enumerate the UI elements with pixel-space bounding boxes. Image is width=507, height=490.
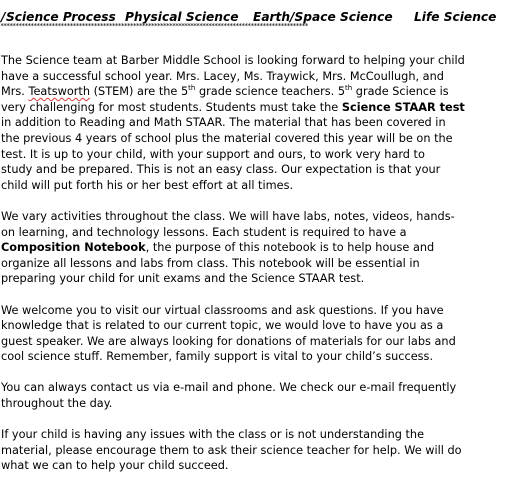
text-line: study and be prepared. This is not an easy class. Our expectation is that your bbox=[1, 163, 441, 177]
paragraph-activities bbox=[1, 209, 505, 287]
text-line: knowledge that is related to our current topic, we would love to have you as a bbox=[1, 319, 444, 333]
text-line: If your child is having any issues with the class or is not understanding the bbox=[1, 428, 425, 442]
paragraph-intro bbox=[1, 53, 505, 193]
text-line: cool science stuff. Remember, family support is vital to your child’s success. bbox=[1, 350, 434, 364]
paragraph-contact bbox=[1, 380, 505, 411]
text-line: You can always contact us via e-mail and phone. We check our e-mail frequently bbox=[1, 381, 457, 395]
text-line: preparing your child for unit exams and the Science STAAR test. bbox=[1, 272, 365, 286]
text-line: have a successful school year. Mrs. Lacey, Ms. Traywick, Mrs. McCoullugh, and bbox=[1, 69, 444, 83]
topic-life-science: Life Science bbox=[414, 10, 497, 24]
text-line: The Science team at Barber Middle School is looking forward to helping your child bbox=[1, 54, 465, 67]
text-line: We welcome you to visit our virtual classrooms and ask questions. If you have bbox=[1, 303, 444, 317]
topic-physical-science: Physical Science bbox=[125, 10, 239, 24]
text-line: what we can to help your child succeed. bbox=[1, 459, 229, 473]
paragraph-help bbox=[1, 427, 505, 474]
header-separator: ****************************************************************************************************** bbox=[0, 22, 308, 30]
text-line: child will put forth his or her best effort at all times. bbox=[1, 178, 294, 192]
paragraph-welcome bbox=[1, 303, 505, 365]
topic-science-process: Science Process bbox=[6, 10, 116, 24]
text-line: throughout the day. bbox=[1, 397, 113, 411]
text-line: Mrs. Teatsworth (STEM) are the 5th grade science teachers. 5th grade Science is bbox=[1, 84, 449, 99]
text-line: guest speaker. We are always looking for donations of materials for our labs and bbox=[1, 334, 456, 348]
letter-body bbox=[1, 53, 505, 490]
composition-notebook-emphasis: Composition Notebook bbox=[1, 241, 146, 255]
text-line: very challenging for most students. Students must take the Science STAAR test bbox=[1, 100, 465, 114]
text-line: in addition to Reading and Math STAAR. The material that has been covered in bbox=[1, 116, 446, 130]
topic-earth-space-science: Earth/Space Science bbox=[253, 10, 393, 24]
text-line: on learning, and technology lessons. Each student is required to have a bbox=[1, 225, 407, 239]
header-pipe: / bbox=[1, 10, 6, 24]
text-line: We vary activities throughout the class. We will have labs, notes, videos, hands- bbox=[1, 209, 455, 223]
text-line: the previous 4 years of school plus the material covered this year will be on the bbox=[1, 131, 453, 145]
misspelled-name: Teatsworth bbox=[28, 85, 91, 99]
science-staar-emphasis: Science STAAR test bbox=[341, 100, 465, 114]
text-line: test. It is up to your child, with your support and ours, to work very hard to bbox=[1, 147, 425, 161]
text-line: Composition Notebook, the purpose of this notebook is to help house and bbox=[1, 241, 435, 255]
text-line: organize all lessons and labs from class. This notebook will be essential in bbox=[1, 256, 420, 270]
text-line: material, please encourage them to ask their science teacher for help. We will do bbox=[1, 443, 462, 457]
